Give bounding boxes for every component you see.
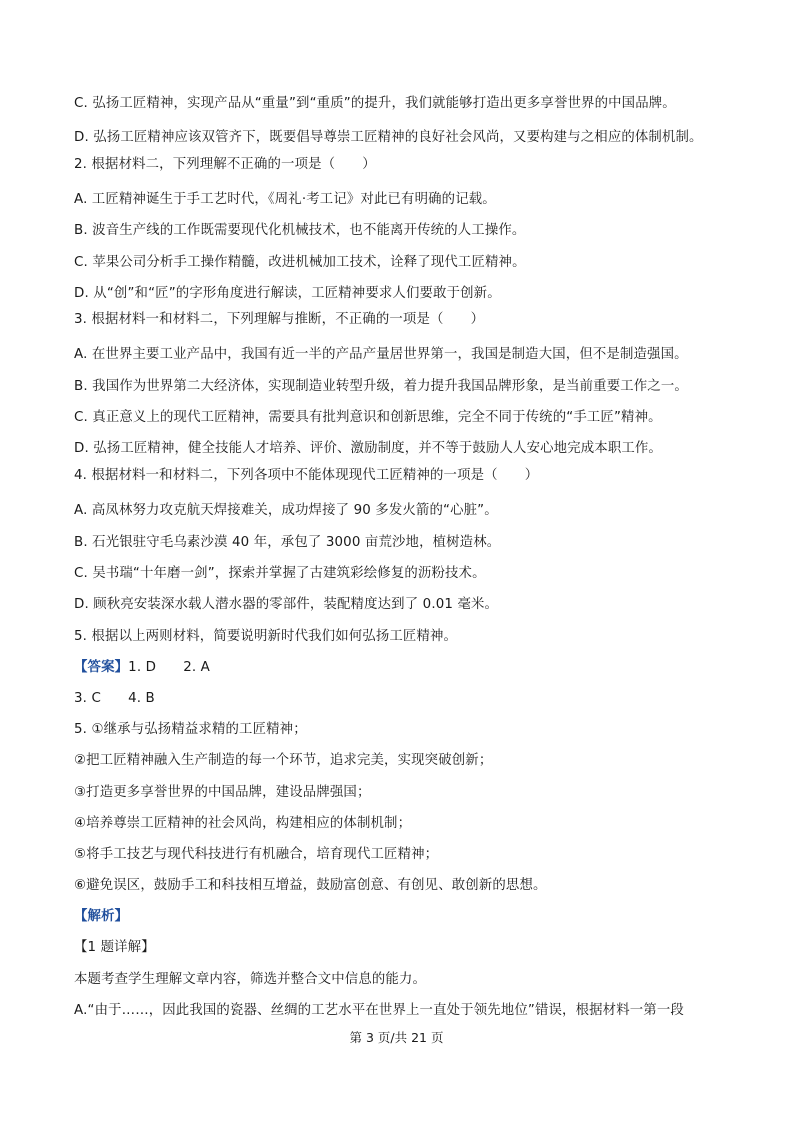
q4-option-a: A. 高凤林努力攻克航天焊接难关，成功焊接了 90 多发火箭的“心脏”。 bbox=[74, 503, 498, 518]
page-number: 第 3 页/共 21 页 bbox=[349, 1030, 444, 1045]
q3-option-a: A. 在世界主要工业产品中，我国有近一半的产品产量居世界第一，我国是制造大国，但不是制造强国。 bbox=[74, 347, 688, 362]
q1-analysis-heading: 【1 题详解】 bbox=[74, 940, 155, 955]
analysis-tag: 【解析】 bbox=[74, 909, 129, 924]
q3-option-b: B. 我国作为世界第二大经济体，实现制造业转型升级，着力提升我国品牌形象，是当前重要工作之一。 bbox=[74, 379, 688, 394]
q3-option-c: C. 真正意义上的现代工匠精神，需要具有批判意识和创新思维，完全不同于传统的“手工匠”精神。 bbox=[74, 410, 662, 425]
q5-answer-point-3: ③打造更多享誉世界的中国品牌，建设品牌强国； bbox=[74, 785, 371, 800]
q2-option-c: C. 苹果公司分析手工操作精髓，改进机械加工技术，诠释了现代工匠精神。 bbox=[74, 255, 526, 270]
q5-answer-point-4: ④培养尊崇工匠精神的社会风尚，构建相应的体制机制； bbox=[74, 816, 412, 831]
answer-choices-2: 3. C 4. B bbox=[74, 691, 155, 706]
q5-answer-point-2: ②把工匠精神融入生产制造的每一个环节，追求完美，实现突破创新； bbox=[74, 753, 493, 768]
answer-row-1 bbox=[74, 659, 733, 677]
q3-option-d: D. 弘扬工匠精神，健全技能人才培养、评价、激励制度，并不等于鼓励人人安心地完成本职工作。 bbox=[74, 441, 662, 456]
q3-stem: 3. 根据材料一和材料二，下列理解与推断，不正确的一项是（ ） bbox=[74, 312, 485, 327]
q5-stem: 5. 根据以上两则材料，简要说明新时代我们如何弘扬工匠精神。 bbox=[74, 629, 458, 644]
q2-option-b: B. 波音生产线的工作既需要现代化机械技术，也不能离开传统的人工操作。 bbox=[74, 223, 526, 238]
q5-answer-point-1: 5. ①继承与弘扬精益求精的工匠精神； bbox=[74, 722, 307, 737]
q2-option-a: A. 工匠精神诞生于手工艺时代，《周礼·考工记》对此已有明确的记载。 bbox=[74, 192, 496, 207]
q2-stem: 2. 根据材料二，下列理解不正确的一项是（ ） bbox=[74, 157, 376, 172]
q4-stem: 4. 根据材料一和材料二，下列各项中不能体现现代工匠精神的一项是（ ） bbox=[74, 468, 539, 483]
answer-tag: 【答案】 bbox=[74, 660, 129, 675]
q1-option-c: C. 弘扬工匠精神，实现产品从“重量”到“重质”的提升，我们就能够打造出更多享誉世界的中国品牌。 bbox=[74, 96, 676, 111]
q1-analysis-intro: 本题考查学生理解文章内容，筛选并整合文中信息的能力。 bbox=[74, 972, 427, 987]
q5-answer-point-5: ⑤将手工技艺与现代科技进行有机融合，培育现代工匠精神； bbox=[74, 847, 439, 862]
q2-option-d: D. 从“创”和“匠”的字形角度进行解读，工匠精神要求人们要敢于创新。 bbox=[74, 286, 501, 301]
q4-option-c: C. 吴书瑞“十年磨一剑”，探索并掌握了古建筑彩绘修复的沥粉技术。 bbox=[74, 566, 486, 581]
answer-choices-1: 1. D 2. A bbox=[128, 660, 210, 675]
q1-analysis-option-a: A.“由于……，因此我国的瓷器、丝绸的工艺水平在世界上一直处于领先地位”错误，根据材料一第一段 bbox=[74, 1003, 684, 1018]
q4-option-d: D. 顾秋亮安装深水载人潜水器的零部件，装配精度达到了 0.01 毫米。 bbox=[74, 597, 499, 612]
q1-option-d: D. 弘扬工匠精神应该双管齐下，既要倡导尊崇工匠精神的良好社会风尚，又要构建与之相应的体制机制。 bbox=[74, 130, 703, 145]
q5-answer-point-6: ⑥避免误区，鼓励手工和科技相互增益，鼓励富创意、有创见、敢创新的思想。 bbox=[74, 878, 547, 893]
q4-option-b: B. 石光银驻守毛乌素沙漠 40 年，承包了 3000 亩荒沙地，植树造林。 bbox=[74, 535, 501, 550]
